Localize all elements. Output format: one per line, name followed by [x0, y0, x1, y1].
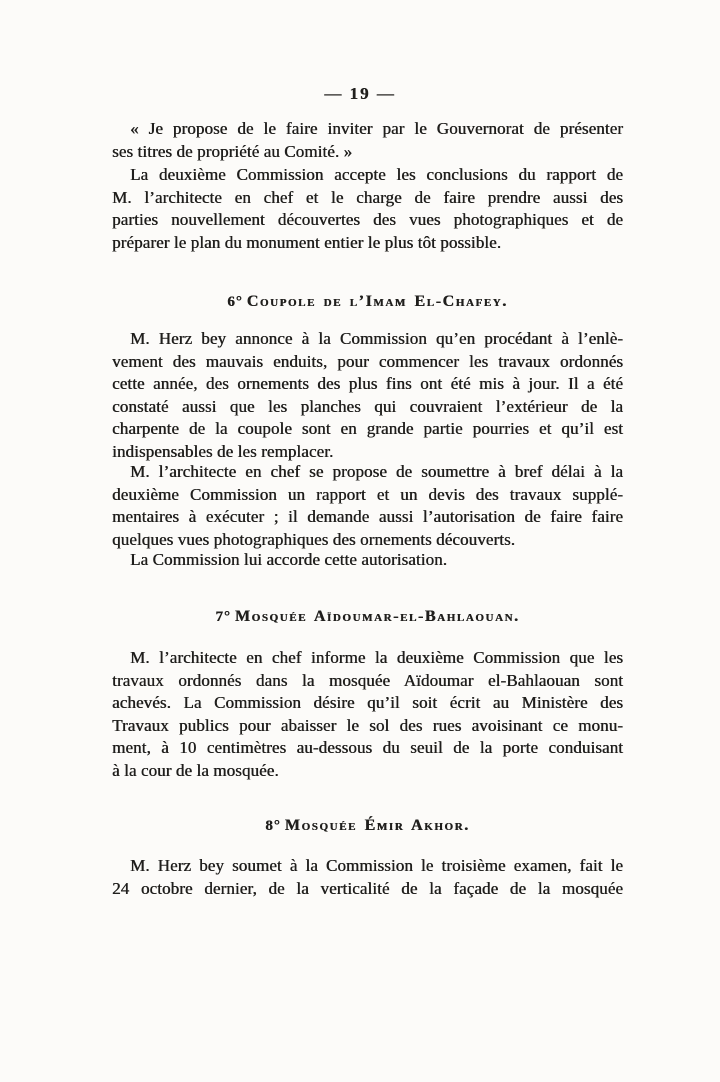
text-line: cette année, des ornements des plus fins ont été mis à jour. Il a été	[112, 374, 623, 393]
paragraph-herz-announcement	[112, 328, 623, 463]
text-line: achevés. La Commission désire qu’il soit écrit au Ministère des	[112, 693, 623, 712]
text-line: vement des mauvais enduits, pour commencer les travaux ordonnés	[112, 351, 623, 371]
text-line: « Je propose de le faire inviter par le Gouvernorat de présenter	[130, 119, 623, 138]
paragraph-architect-report	[112, 461, 623, 551]
text-line: parties nouvellement découvertes des vues photographiques et de	[112, 210, 623, 229]
text-line: Travaux publics pour abaisser le sol des rues avoisinant ce monu-	[112, 715, 623, 735]
text-line: préparer le plan du monument entier le plus tôt possible.	[112, 232, 502, 252]
section-heading-8	[112, 817, 623, 835]
text-line: deuxième Commission un rapport et un devis des travaux supplé-	[112, 484, 623, 504]
text-line: La deuxième Commission accepte les conclusions du rapport de	[130, 165, 623, 184]
section-heading-7	[112, 608, 623, 626]
text-line: indispensables de les remplacer.	[112, 441, 334, 461]
section-title: Mosquée Émir Akhor.	[284, 817, 470, 834]
section-number: 6°	[227, 294, 243, 310]
text-line: charpente de la coupole sont en grande partie pourries et qu’il est	[112, 419, 623, 438]
text-line: ment, à 10 centimètres au-dessous du seuil de la porte conduisant	[112, 738, 623, 757]
text-line: M. l’architecte en chef se propose de soumettre à bref délai à la	[130, 462, 623, 481]
paragraph-commission-conclusions	[112, 164, 623, 254]
section-number: 8°	[265, 818, 281, 834]
paragraph-commission-grants	[112, 549, 623, 572]
text-line: 24 octobre dernier, de la verticalité de la façade de la mosquée	[112, 878, 623, 898]
section-heading-6	[112, 293, 623, 311]
page-number: — 19 —	[324, 84, 396, 103]
text-line: mentaires à exécuter ; il demande aussi l’autorisation de faire faire	[112, 507, 623, 526]
text-line: La Commission lui accorde cette autorisation.	[130, 550, 448, 569]
section-number: 7°	[215, 609, 231, 625]
paragraph-quote	[112, 118, 623, 163]
text-line: M. l’architecte en chef informe la deuxième Commission que les	[130, 648, 623, 667]
text-line: M. l’architecte en chef et le charge de faire prendre aussi des	[112, 187, 623, 207]
section-title: Mosquée Aïdoumar-el-Bahlaouan.	[234, 608, 520, 625]
text-line: constaté aussi que les planches qui couvraient l’extérieur de la	[112, 396, 623, 416]
text-line: travaux ordonnés dans la mosquée Aïdoumar el-Bahlaouan sont	[112, 670, 623, 690]
paragraph-aidoumar-works	[112, 647, 623, 782]
section-title: Coupole de l’Imam El-Chafey.	[246, 293, 508, 310]
paragraph-herz-examination	[112, 855, 623, 900]
text-line: M. Herz bey soumet à la Commission le troisième examen, fait le	[130, 856, 623, 875]
text-line: M. Herz bey annonce à la Commission qu’en procédant à l’enlè-	[130, 329, 623, 348]
text-line: ses titres de propriété au Comité. »	[112, 141, 353, 161]
text-line: quelques vues photographiques des ornements découverts.	[112, 529, 516, 549]
text-line: à la cour de la mosquée.	[112, 760, 279, 780]
